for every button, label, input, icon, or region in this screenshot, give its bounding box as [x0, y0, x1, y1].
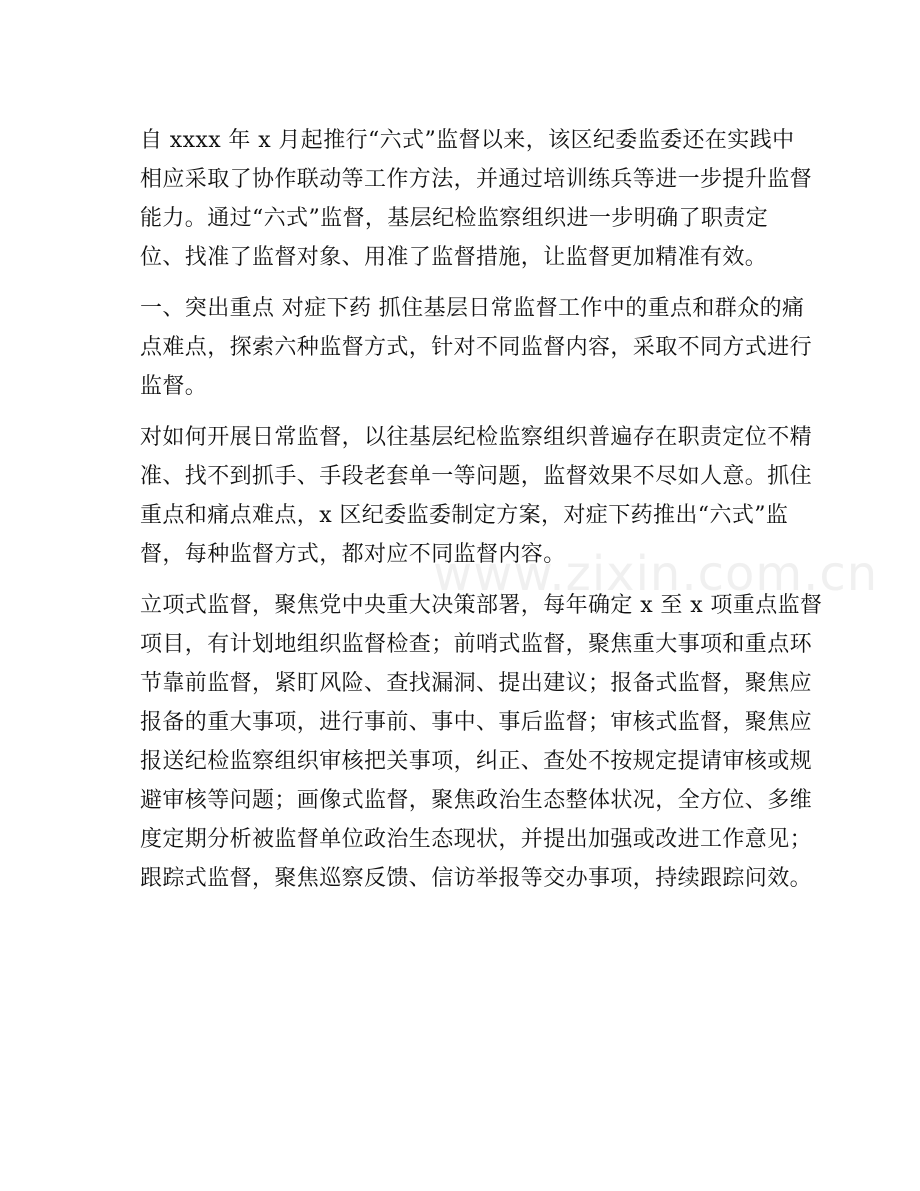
text-line: 报送纪检监察组织审核把关事项，纠正、查处不按规定提请审核或规: [140, 749, 813, 774]
document-body: [140, 121, 823, 898]
text-line: 项目，有计划地组织监督检查；前哨式监督，聚焦重大事项和重点环: [140, 632, 813, 657]
text-line: 避审核等问题；画像式监督，聚焦政治生态整体状况，全方位、多维: [140, 788, 813, 813]
text-line: 重点和痛点难点，x 区纪委监委制定方案，对症下药推出“六式”监: [140, 503, 789, 528]
text-line: 对如何开展日常监督，以往基层纪检监察组织普遍存在职责定位不精: [140, 425, 813, 450]
text-line: 点难点，探索六种监督方式，针对不同监督内容，采取不同方式进行: [140, 335, 813, 360]
text-line: 度定期分析被监督单位政治生态现状，并提出加强或改进工作意见；: [140, 827, 813, 852]
section-heading-line: 一、突出重点 对症下药 抓住基层日常监督工作中的重点和群众的痛: [140, 296, 805, 321]
text-line: 相应采取了协作联动等工作方法，并通过培训练兵等进一步提升监督: [140, 167, 813, 192]
text-line: 自 xxxx 年 x 月起推行“六式”监督以来，该区纪委监委还在实践中: [140, 128, 795, 153]
text-line: 报备的重大事项，进行事前、事中、事后监督；审核式监督，聚焦应: [140, 710, 813, 735]
text-line: 跟踪式监督，聚焦巡察反馈、信访举报等交办事项，持续跟踪问效。: [140, 866, 813, 891]
text-line: 准、找不到抓手、手段老套单一等问题，监督效果不尽如人意。抓住: [140, 464, 813, 489]
text-line: 督，每种监督方式，都对应不同监督内容。: [140, 542, 566, 567]
paragraph-six-methods: [140, 586, 823, 898]
paragraph-background: [140, 418, 813, 574]
paragraph-intro: [140, 121, 813, 277]
text-line: 监督。: [140, 374, 208, 399]
text-line: 能力。通过“六式”监督，基层纪检监察组织进一步明确了职责定: [140, 206, 769, 231]
paragraph-section-heading: [140, 289, 813, 406]
text-line: 节靠前监督，紧盯风险、查找漏洞、提出建议；报备式监督，聚焦应: [140, 671, 813, 696]
text-line: 位、找准了监督对象、用准了监督措施，让监督更加精准有效。: [140, 245, 768, 270]
watermark: www.zixin.com.cn: [433, 546, 879, 602]
text-line: 立项式监督，聚焦党中央重大决策部署，每年确定 x 至 x 项重点监督: [140, 593, 823, 618]
